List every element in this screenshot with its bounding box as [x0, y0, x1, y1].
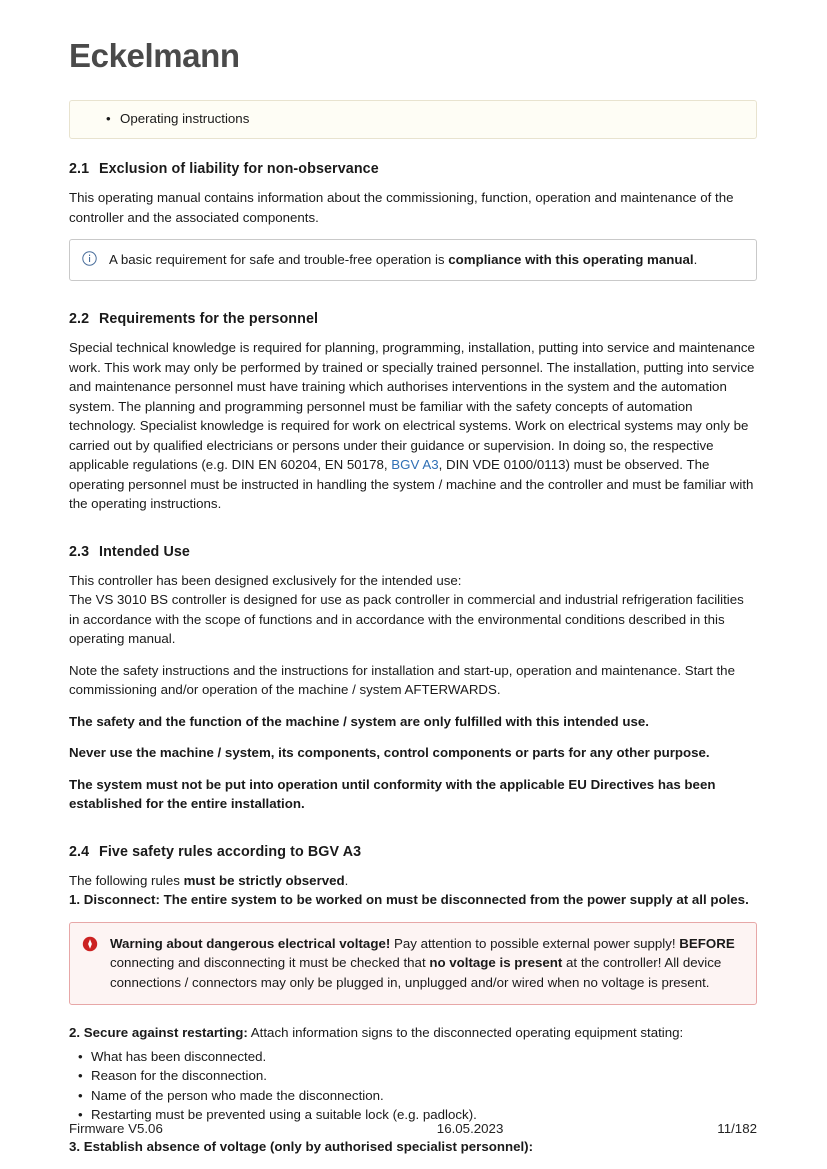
safety-intro-end: . — [344, 872, 349, 888]
warning-text — [110, 934, 742, 993]
page-footer — [69, 1121, 757, 1136]
heading-number: 2.4 — [69, 843, 90, 860]
list-item: • Reason for the disconnection. — [69, 1066, 757, 1086]
paragraph-2-2 — [69, 338, 757, 514]
footer-date: 16.05.2023 — [436, 1121, 504, 1136]
safety-intro-bold: must be strictly observed — [183, 872, 345, 888]
info-text-before: A basic requirement for safe and trouble-free operation is — [109, 252, 449, 267]
heading-text: Five safety rules according to BGV A3 — [99, 843, 362, 860]
heading-2-2 — [69, 311, 757, 327]
info-icon — [82, 251, 97, 266]
safety-rule-1: 1. Disconnect: The entire system to be worked on must be disconnected from the power supply at all poles. — [69, 892, 749, 907]
note-bullet-list — [82, 109, 744, 128]
warning-bold-2: BEFORE — [679, 935, 735, 951]
warning-callout — [69, 922, 757, 1006]
bgv-a3-link[interactable]: BGV A3 — [391, 457, 439, 472]
heading-number: 2.2 — [69, 311, 90, 327]
company-logo: Eckelmann — [69, 37, 240, 74]
safety-rule-2-text: Attach information signs to the disconnected operating equipment stating: — [247, 1025, 684, 1040]
heading-number: 2.3 — [69, 543, 90, 560]
operating-instructions-note — [69, 100, 757, 139]
list-item: • What has been disconnected. — [69, 1047, 757, 1067]
heading-2-3 — [69, 544, 757, 560]
footer-firmware: Firmware V5.06 — [69, 1121, 163, 1136]
heading-text: Intended Use — [99, 543, 190, 560]
heading-2-4 — [69, 844, 757, 860]
intended-use-line-3: Note the safety instructions and the instructions for installation and start-up, operation and maintenance. Start the commissioning and/or operation of the machine / system AFTERWARDS. — [69, 662, 735, 697]
info-text-after: . — [693, 252, 698, 267]
safety-rules-intro — [69, 871, 757, 891]
safety-intro-normal: The following rules — [69, 872, 184, 888]
personnel-text-1: Special technical knowledge is required for planning, programming, installation, putting into service and maintenance work. This work may only be performed by trained or specially trained personnel. The installation, putting into service and maintenance personnel must have training which authorises interventions in the system and the automation system. The planning and programming personnel must be familiar with the safety concepts of automation technology. Specialist knowledge is required for work on electrical systems. Work on electrical systems may only be carried out by qualified electricians or persons under their guidance or supervision. In doing so, the respective applicable regulations (e.g. DIN EN 60204, EN 50178, — [69, 340, 755, 472]
info-callout-text — [109, 250, 697, 269]
info-callout — [69, 239, 757, 281]
intended-use-line-1: This controller has been designed exclusively for the intended use: — [69, 572, 462, 588]
warning-icon — [82, 936, 98, 952]
intended-use-line-2: The VS 3010 BS controller is designed for use as pack controller in commercial and industrial refrigeration facilities in accordance with the scope of functions and in accordance with the environmental conditions described in this operating manual. — [69, 592, 744, 646]
heading-number: 2.1 — [69, 161, 90, 177]
heading-text: Exclusion of liability for non-observance — [99, 161, 379, 177]
list-item: • Restarting must be prevented using a suitable lock (e.g. padlock). — [69, 1105, 757, 1125]
warning-text-3: at the controller! All device connections / connectors may only be plugged in, unplugged and/or wired when no voltage is present. — [110, 955, 722, 990]
page-content — [69, 100, 757, 1168]
heading-text: Requirements for the personnel — [99, 311, 319, 327]
safety-rule-2 — [69, 1023, 757, 1043]
list-item: • Operating instructions — [102, 109, 744, 128]
footer-page-number: 11/182 — [717, 1121, 757, 1136]
warning-text-2: connecting and disconnecting it must be checked that — [110, 955, 430, 970]
paragraph-2-1: This operating manual contains information about the commissioning, function, operation and maintenance of the controller and the associated components. — [69, 190, 734, 225]
intended-use-bold-1: The safety and the function of the machine / system are only fulfilled with this intended use. — [69, 713, 649, 729]
intended-use-bold-2: Never use the machine / system, its components, control components or parts for any other purpose. — [69, 745, 710, 760]
personnel-text-2: , DIN VDE 0100/0113) must be observed. The operating personnel must be instructed in handling the system / machine and the controller and must be familiar with the operating instructions. — [69, 457, 754, 511]
warning-bold-1: Warning about dangerous electrical voltage! — [110, 935, 391, 951]
safety-rule-2-list — [69, 1047, 757, 1125]
safety-rule-3: 3. Establish absence of voltage (only by authorised specialist personnel): — [69, 1138, 534, 1154]
intended-use-bold-3: The system must not be put into operation until conformity with the applicable EU Directives has been established for the entire installation. — [69, 776, 716, 811]
safety-rule-2-bold: 2. Secure against restarting: — [69, 1025, 248, 1040]
list-item: • Name of the person who made the disconnection. — [69, 1086, 757, 1106]
info-text-bold: compliance with this operating manual — [448, 252, 694, 267]
warning-text-1: Pay attention to possible external power supply! — [390, 935, 680, 951]
heading-2-1 — [69, 161, 757, 177]
warning-bold-3: no voltage is present — [429, 955, 563, 970]
